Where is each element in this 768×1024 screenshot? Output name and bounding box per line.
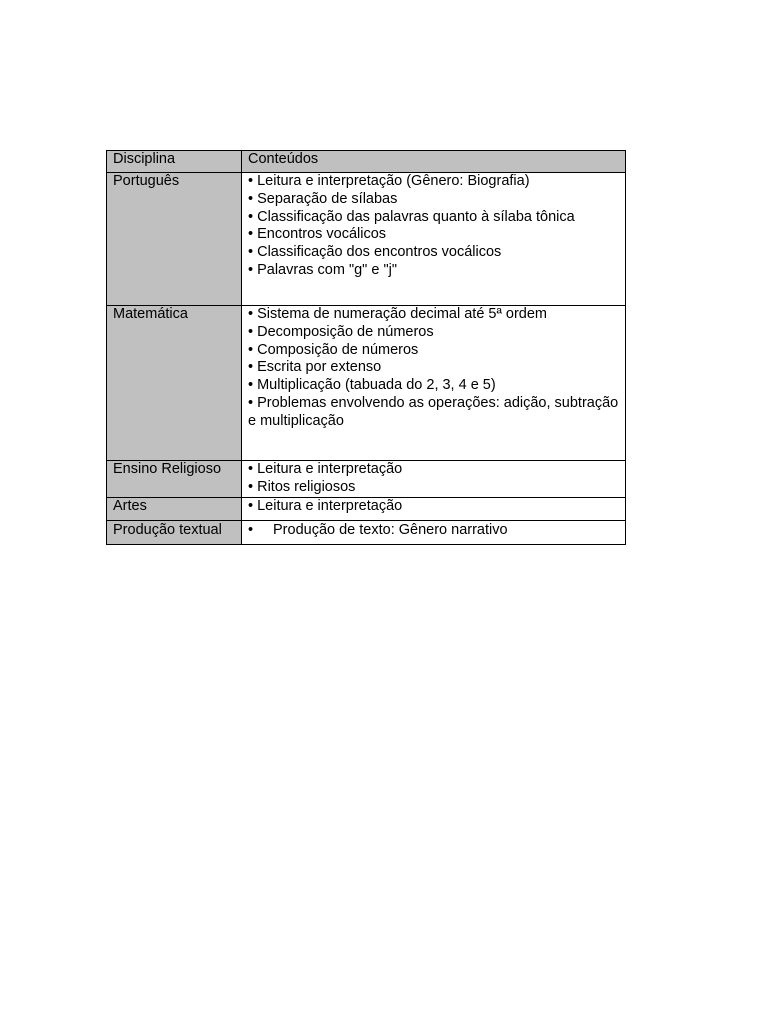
contents-cell: [242, 497, 626, 520]
content-item: • Composição de números: [248, 341, 419, 358]
content-item: • Separação de sílabas: [248, 190, 398, 207]
bullet-icon: •: [248, 521, 254, 538]
contents-cell: [242, 306, 626, 461]
content-item: • Classificação das palavras quanto à sílaba tônica: [248, 208, 575, 225]
table-row: [107, 461, 626, 498]
content-item: • Leitura e interpretação: [248, 497, 403, 514]
table-row: [107, 497, 626, 520]
subject-cell: Artes: [107, 497, 242, 520]
content-item: • Palavras com "g" e "j": [248, 261, 397, 278]
subject-cell: Matemática: [107, 306, 242, 461]
contents-cell: [242, 173, 626, 306]
content-item: • Classificação dos encontros vocálicos: [248, 244, 502, 261]
content-item: • Multiplicação (tabuada do 2, 3, 4 e 5): [248, 377, 496, 394]
content-item: • Encontros vocálicos: [248, 226, 387, 243]
content-item: • Ritos religiosos: [248, 478, 356, 495]
header-disciplina: Disciplina: [107, 151, 242, 173]
content-item: • Leitura e interpretação (Gênero: Biografia): [248, 173, 530, 189]
content-table: [106, 150, 626, 545]
table-row: [107, 306, 626, 461]
subject-cell: Português: [107, 173, 242, 306]
header-conteudos: Conteúdos: [242, 151, 626, 173]
content-item: • Sistema de numeração decimal até 5ª ordem: [248, 306, 547, 322]
subject-cell: Ensino Religioso: [107, 461, 242, 498]
content-item: • Leitura e interpretação: [248, 461, 403, 477]
content-item: • Decomposição de números: [248, 323, 434, 340]
table-header-row: [107, 151, 626, 173]
table-row: [107, 520, 626, 544]
content-item-text: Produção de texto: Gênero narrativo: [273, 521, 508, 538]
contents-cell: [242, 461, 626, 498]
content-item: [248, 522, 619, 540]
table-row: [107, 173, 626, 306]
content-item: • Escrita por extenso: [248, 359, 382, 376]
subject-cell: Produção textual: [107, 520, 242, 544]
contents-cell: [242, 520, 626, 544]
content-item: • Problemas envolvendo as operações: adição, subtração e multiplicação: [248, 394, 619, 429]
